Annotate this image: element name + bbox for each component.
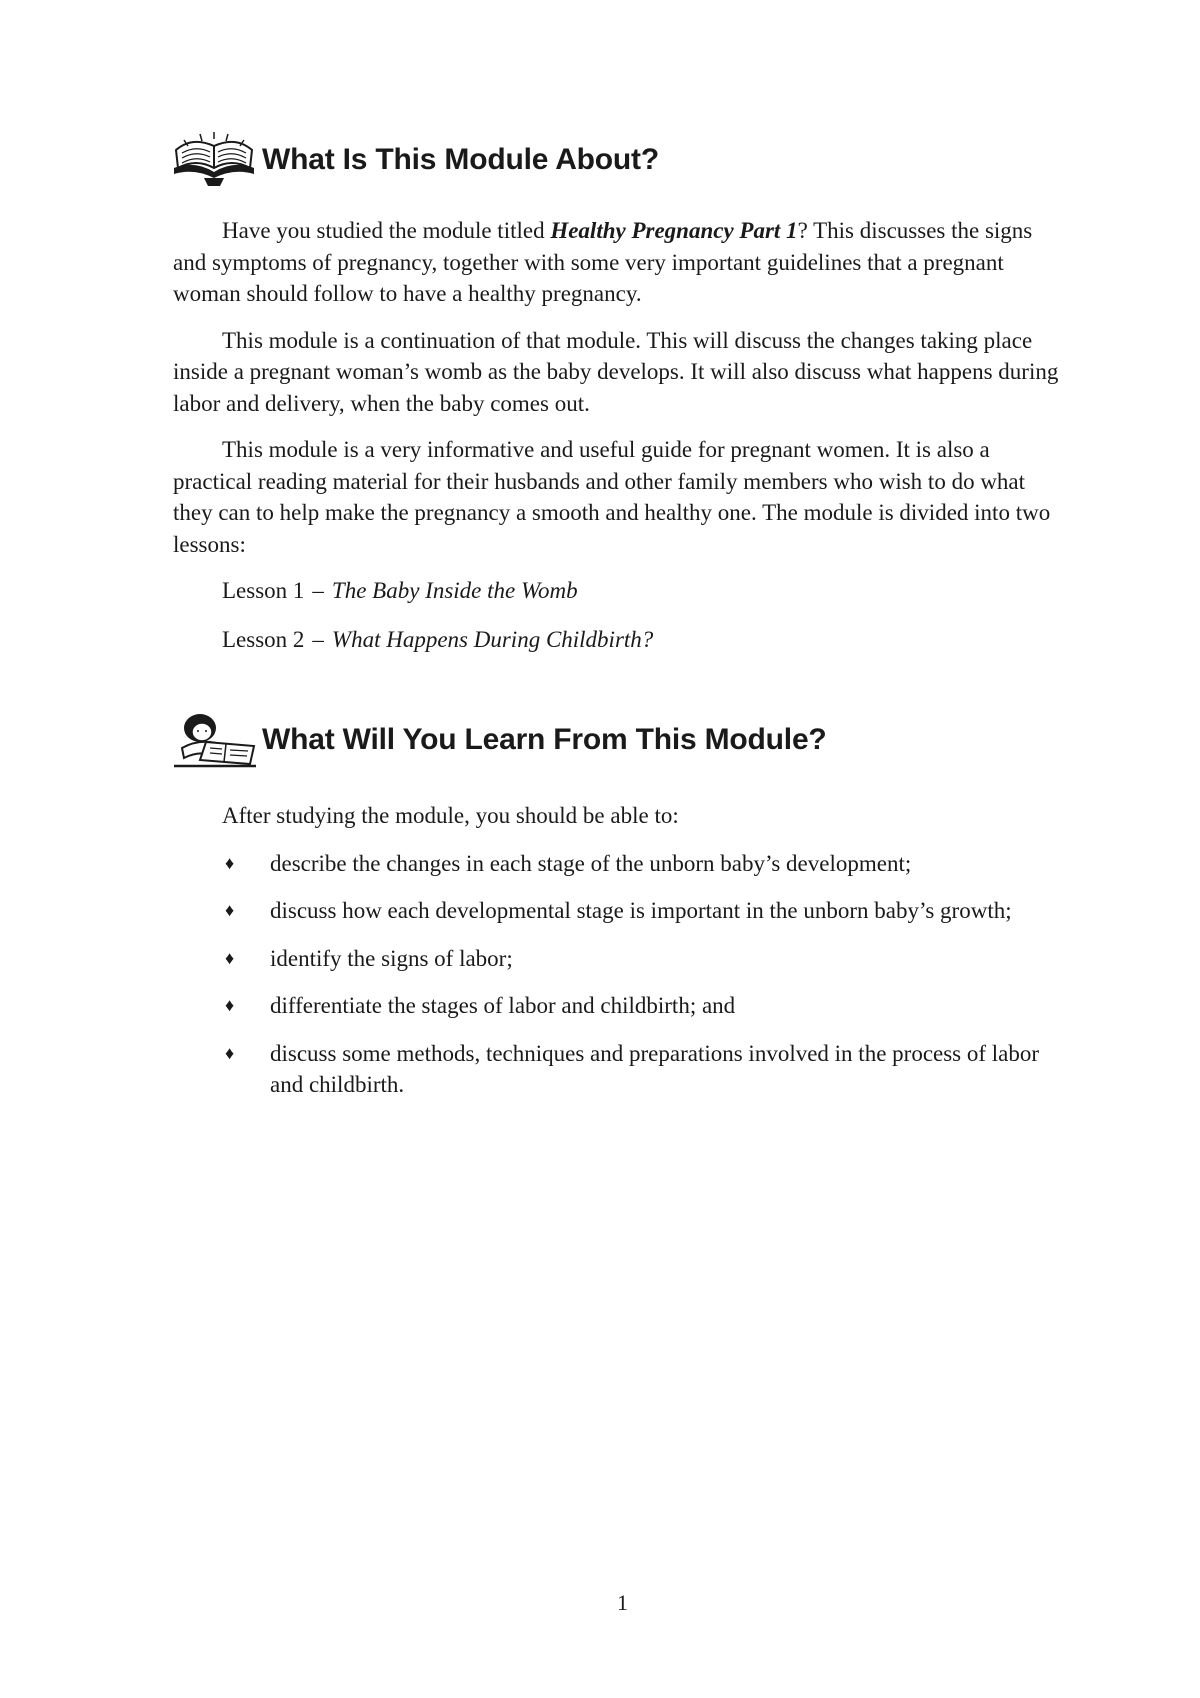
diamond-bullet-icon: ♦ <box>225 900 235 920</box>
lesson-item <box>222 575 1067 607</box>
module-title-reference: Healthy Pregnancy Part 1 <box>550 218 798 243</box>
objectives-list <box>173 848 1067 1101</box>
paragraph-text: ? This discusses the signs and symptoms of pregnancy, together with some very important guidelines that a pregnant woman should follow to have a healthy pregnancy. <box>173 218 1033 306</box>
section-heading-module-about <box>170 128 659 192</box>
section-title: What Is This Module About? <box>262 143 659 176</box>
lesson-dash: – <box>312 626 324 652</box>
objective-text: differentiate the stages of labor and childbirth; and <box>270 993 736 1018</box>
diamond-bullet-icon: ♦ <box>225 995 235 1015</box>
objectives-intro: After studying the module, you should be able to: <box>222 803 679 828</box>
section-heading-learn <box>170 708 827 772</box>
list-item <box>173 1038 1067 1101</box>
list-item <box>173 895 1067 927</box>
person-reading-icon <box>170 708 258 772</box>
open-book-icon <box>170 128 258 192</box>
objective-text: discuss how each developmental stage is important in the unborn baby’s growth; <box>270 898 1012 923</box>
lesson-title: The Baby Inside the Womb <box>331 578 578 603</box>
lesson-label: Lesson 1 <box>222 578 305 603</box>
page-number: 1 <box>617 1590 628 1615</box>
paragraph-text: Have you studied the module titled <box>222 218 551 243</box>
paragraph: This module is a continuation of that module. This will discuss the changes taking place inside a pregnant woman’s womb as the baby develops. It will also discuss what happens during labor and delivery, when the baby comes out. <box>173 327 1059 416</box>
module-about-body <box>173 215 1067 672</box>
diamond-bullet-icon: ♦ <box>225 1042 235 1063</box>
paragraph: This module is a very informative and useful guide for pregnant women. It is also a practical reading material for their husbands and other family members who wish to do what they can to help make the pregnancy a smooth and healthy one. The module is divided into two lessons: <box>173 437 1051 557</box>
objective-text: discuss some methods, techniques and preparations involved in the process of labor and childbirth. <box>270 1040 1040 1097</box>
objective-text: identify the signs of labor; <box>270 945 513 971</box>
list-item <box>173 848 1067 880</box>
diamond-bullet-icon: ♦ <box>225 852 235 873</box>
learning-objectives-body <box>173 800 1067 1117</box>
list-item <box>173 990 1067 1022</box>
lesson-title: What Happens During Childbirth? <box>331 626 654 652</box>
lesson-label: Lesson 2 <box>222 626 305 652</box>
objective-text: describe the changes in each stage of the unborn baby’s development; <box>270 850 912 876</box>
section-title: What Will You Learn From This Module? <box>262 723 827 756</box>
diamond-bullet-icon: ♦ <box>225 947 235 968</box>
lesson-dash: – <box>312 578 324 603</box>
lesson-item <box>222 624 1067 656</box>
list-item <box>173 943 1067 975</box>
paragraph <box>173 215 1067 310</box>
